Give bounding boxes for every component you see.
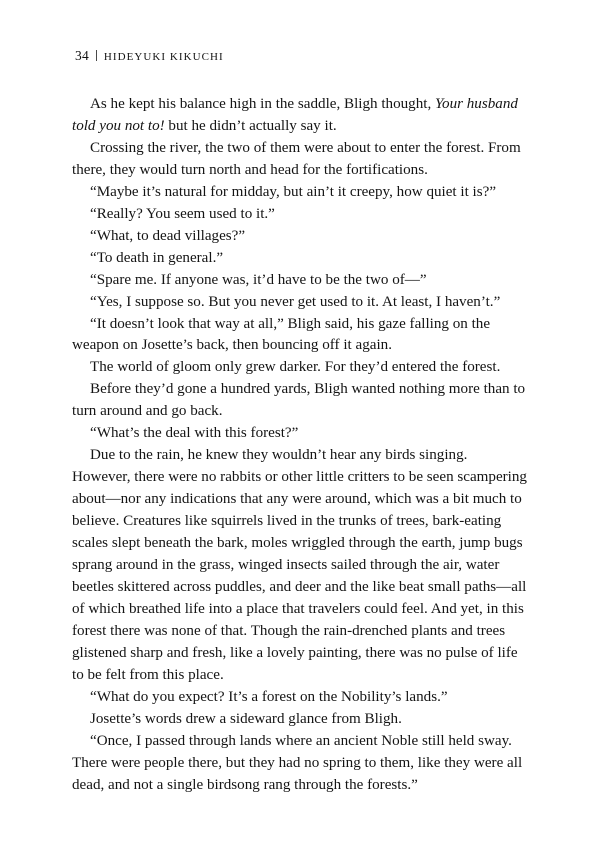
paragraph: “What, to dead villages?” [90, 227, 246, 244]
page-number: 34 [75, 48, 89, 63]
paragraph: “What do you expect? It’s a forest on the Nobility’s lands.” [90, 688, 448, 705]
running-head-author: HIDEYUKI KIKUCHI [103, 51, 224, 63]
paragraph: “Really? You seem used to it.” [90, 205, 275, 222]
paragraph: “It doesn’t look that way at all,” Bligh said, his gaze falling on the weapon on Josette’s back, then bouncing off it again. [72, 315, 491, 354]
paragraph: Josette’s words drew a sideward glance from Bligh. [90, 710, 402, 727]
paragraph: Crossing the river, the two of them were about to enter the forest. From there, they would turn north and head for the fortifications. [72, 139, 521, 178]
paragraph: “Yes, I suppose so. But you never get used to it. At least, I haven’t.” [90, 293, 501, 310]
paragraph: “To death in general.” [90, 249, 224, 266]
paragraph: Before they’d gone a hundred yards, Bligh wanted nothing more than to turn around and go back. [72, 381, 526, 420]
paragraph: “Spare me. If anyone was, it’d have to be the two of—” [90, 271, 427, 288]
paragraph: “Maybe it’s natural for midday, but ain’t it creepy, how quiet it is?” [90, 183, 497, 200]
paragraph: Due to the rain, he knew they wouldn’t hear any birds singing. However, there were no rabbits or other little critters to be seen scampering about—nor any indications that any were around, which was a bit much to believe. Creatures like squirrels lived in the trunks of trees, bark-eating scales slept beneath the bark, moles wriggled through the earth, jump bugs sprang around in the grass, winged insects sailed through the air, water beetles skittered across puddles, and deer and the like beat small paths—all of which breathed life into a place that travelers could feel. And yet, in this forest there was none of that. Though the rain-drenched plants and trees glistened sharp and fresh, like a lovely painting, there was no pulse of life to be felt from this place. [72, 447, 527, 683]
paragraph: As he kept his balance high in the saddle, Bligh thought, Your husband told you not to! but he didn’t actually say it. [72, 96, 518, 134]
paragraph: The world of gloom only grew darker. For they’d entered the forest. [90, 359, 501, 376]
running-head [75, 48, 528, 64]
paragraph: “What’s the deal with this forest?” [90, 425, 299, 442]
paragraph: “Once, I passed through lands where an ancient Noble still held sway. There were people there, but they had no spring to them, like they were all dead, and not a single birdsong rang through the forests.” [72, 732, 523, 793]
divider-rule [96, 50, 97, 61]
body-text [72, 94, 528, 797]
